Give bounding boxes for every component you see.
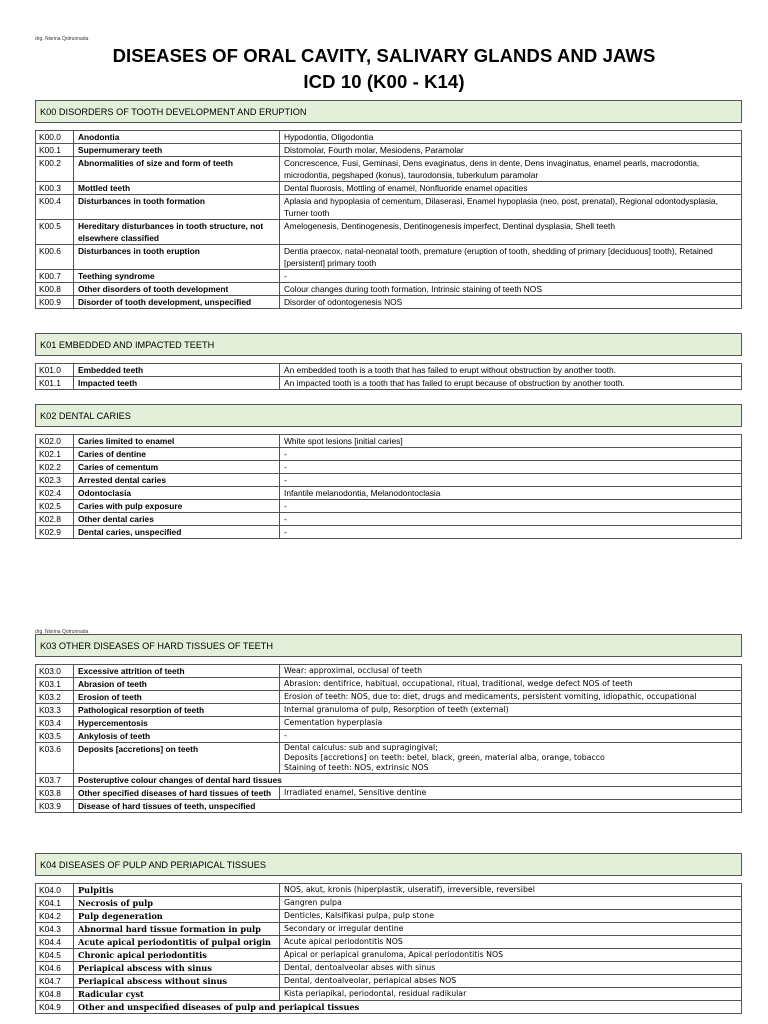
disease-description: Disorder of odontogenesis NOS	[280, 296, 742, 309]
icd-code: K03.1	[36, 678, 74, 691]
disease-name: Disorder of tooth development, unspecified	[74, 296, 280, 309]
disease-description: Hypodontia, Oligodontia	[280, 131, 742, 144]
disease-name: Supernumerary teeth	[74, 144, 280, 157]
disease-name: Arrested dental caries	[74, 474, 280, 487]
disease-description: Amelogenesis, Dentinogenesis, Dentinogenesis imperfect, Dentinal dysplasia, Shell teeth	[280, 220, 742, 245]
icd-code: K04.8	[36, 988, 74, 1001]
icd-code: K00.5	[36, 220, 74, 245]
table-row	[36, 461, 742, 474]
icd-code: K01.0	[36, 364, 74, 377]
disease-description: Dentia praecox, natal-neonatal tooth, premature (eruption of tooth, shedding of primary [deciduous] tooth), Retained [persistent] primary tooth	[280, 245, 742, 270]
disease-description: Aplasia and hypoplasia of cementum, Dilaserasi, Enamel hypoplasia (neo, post, prenatal), Regional odontodysplasia, Turner tooth	[280, 195, 742, 220]
disease-description: Denticles, Kalsifikasi pulpa, pulp stone	[280, 910, 742, 923]
icd-code: K00.7	[36, 270, 74, 283]
icd-code: K02.5	[36, 500, 74, 513]
table-row	[36, 435, 742, 448]
icd-code: K02.0	[36, 435, 74, 448]
disease-name: Abnormalities of size and form of teeth	[74, 157, 280, 182]
icd-code: K03.5	[36, 730, 74, 743]
disease-name: Chronic apical periodontitis	[74, 949, 280, 962]
disease-description: Concrescence, Fusi, Geminasi, Dens evaginatus, dens in dente, Dens invaginatus, enamel pearls, macrodontia, microdontia, pegshaped (konus), taurodonsia, tuberkulum paramolar	[280, 157, 742, 182]
disease-name: Periapical abscess without sinus	[74, 975, 280, 988]
disease-name: Other disorders of tooth development	[74, 283, 280, 296]
disease-description: Dental fluorosis, Mottling of enamel, Nonfluoride enamel opacities	[280, 182, 742, 195]
icd-code: K02.8	[36, 513, 74, 526]
icd-code: K03.9	[36, 800, 74, 813]
section-k04-table	[35, 853, 742, 1014]
section-header: K02 DENTAL CARIES	[36, 405, 742, 427]
author-note: drg. Nisrina Qotrunnada	[35, 36, 89, 42]
disease-name: Dental caries, unspecified	[74, 526, 280, 539]
table-row	[36, 144, 742, 157]
disease-description: NOS, akut, kronis (hiperplastik, ulseratif), irreversible, reversibel	[280, 884, 742, 897]
section-k01-table	[35, 333, 742, 390]
disease-description: Dental, dentoalveolar abses with sinus	[280, 962, 742, 975]
table-row	[36, 774, 742, 787]
disease-description: Erosion of teeth: NOS, due to: diet, drugs and medicaments, persistent vomiting, idiopathic, occupational	[280, 691, 742, 704]
disease-name: Posteruptive colour changes of dental hard tissues	[74, 774, 742, 787]
table-row	[36, 364, 742, 377]
disease-name: Abnormal hard tissue formation in pulp	[74, 923, 280, 936]
icd-code: K03.3	[36, 704, 74, 717]
section-k02-table	[35, 404, 742, 539]
disease-name: Mottled teeth	[74, 182, 280, 195]
disease-description: -	[280, 461, 742, 474]
disease-name: Radicular cyst	[74, 988, 280, 1001]
icd-code: K04.9	[36, 1001, 74, 1014]
disease-description: Dental, dentoalveolar, periapical abses NOS	[280, 975, 742, 988]
disease-name: Caries of cementum	[74, 461, 280, 474]
disease-name: Other and unspecified diseases of pulp and periapical tissues	[74, 1001, 742, 1014]
disease-name: Abrasion of teeth	[74, 678, 280, 691]
disease-description: Abrasion: dentifrice, habitual, occupational, ritual, traditional, wedge defect NOS of teeth	[280, 678, 742, 691]
disease-description: Kista periapikal, periodontal, residual radikular	[280, 988, 742, 1001]
table-row	[36, 195, 742, 220]
icd-code: K04.3	[36, 923, 74, 936]
disease-description: -	[280, 448, 742, 461]
table-row	[36, 910, 742, 923]
disease-description: An impacted tooth is a tooth that has failed to erupt because of obstruction by another tooth.	[280, 377, 742, 390]
icd-code: K02.9	[36, 526, 74, 539]
table-row	[36, 988, 742, 1001]
disease-name: Periapical abscess with sinus	[74, 962, 280, 975]
disease-description: Infantile melanodontia, Melanodontoclasia	[280, 487, 742, 500]
table-row	[36, 513, 742, 526]
icd-code: K00.9	[36, 296, 74, 309]
section-header: K01 EMBEDDED AND IMPACTED TEETH	[36, 334, 742, 356]
table-row	[36, 283, 742, 296]
table-row	[36, 157, 742, 182]
icd-code: K00.3	[36, 182, 74, 195]
table-row	[36, 526, 742, 539]
disease-description: An embedded tooth is a tooth that has failed to erupt without obstruction by another tooth.	[280, 364, 742, 377]
table-row	[36, 691, 742, 704]
icd-code: K04.1	[36, 897, 74, 910]
disease-name: Other specified diseases of hard tissues of teeth	[74, 787, 280, 800]
disease-name: Pathological resorption of teeth	[74, 704, 280, 717]
icd-code: K03.8	[36, 787, 74, 800]
icd-code: K02.1	[36, 448, 74, 461]
disease-description: Internal granuloma of pulp, Resorption of teeth (external)	[280, 704, 742, 717]
icd-code: K04.2	[36, 910, 74, 923]
table-row	[36, 897, 742, 910]
table-row	[36, 962, 742, 975]
icd-code: K01.1	[36, 377, 74, 390]
icd-code: K04.5	[36, 949, 74, 962]
table-row	[36, 923, 742, 936]
section-header: K00 DISORDERS OF TOOTH DEVELOPMENT AND ERUPTION	[36, 101, 742, 123]
table-row	[36, 665, 742, 678]
table-row	[36, 182, 742, 195]
disease-description: -	[280, 730, 742, 743]
disease-description: -	[280, 513, 742, 526]
icd-code: K02.3	[36, 474, 74, 487]
table-row	[36, 936, 742, 949]
icd-code: K04.4	[36, 936, 74, 949]
icd-code: K04.0	[36, 884, 74, 897]
icd-code: K02.2	[36, 461, 74, 474]
disease-name: Necrosis of pulp	[74, 897, 280, 910]
disease-description: Wear: approximal, occlusal of teeth	[280, 665, 742, 678]
table-row	[36, 220, 742, 245]
section-k00-table	[35, 100, 742, 309]
icd-code: K03.7	[36, 774, 74, 787]
disease-description: Secondary or irregular dentine	[280, 923, 742, 936]
table-row	[36, 717, 742, 730]
disease-name: Pulpitis	[74, 884, 280, 897]
table-row	[36, 743, 742, 774]
disease-name: Pulp degeneration	[74, 910, 280, 923]
disease-name: Disturbances in tooth eruption	[74, 245, 280, 270]
disease-name: Disturbances in tooth formation	[74, 195, 280, 220]
table-row	[36, 448, 742, 461]
disease-name: Caries with pulp exposure	[74, 500, 280, 513]
icd-code: K02.4	[36, 487, 74, 500]
disease-name: Embedded teeth	[74, 364, 280, 377]
icd-code: K04.6	[36, 962, 74, 975]
icd-code: K00.1	[36, 144, 74, 157]
section-header: K04 DISEASES OF PULP AND PERIAPICAL TISSUES	[36, 854, 742, 876]
table-row	[36, 800, 742, 813]
table-row	[36, 245, 742, 270]
table-row	[36, 296, 742, 309]
page-subtitle: ICD 10 (K00 - K14)	[303, 71, 465, 92]
table-row	[36, 1001, 742, 1014]
disease-description: -	[280, 270, 742, 283]
disease-name: Anodontia	[74, 131, 280, 144]
disease-name: Teething syndrome	[74, 270, 280, 283]
icd-code: K03.0	[36, 665, 74, 678]
icd-code: K03.2	[36, 691, 74, 704]
table-row	[36, 787, 742, 800]
disease-name: Hypercementosis	[74, 717, 280, 730]
table-row	[36, 884, 742, 897]
disease-description: Irradiated enamel, Sensitive dentine	[280, 787, 742, 800]
icd-code: K04.7	[36, 975, 74, 988]
section-header: K03 OTHER DISEASES OF HARD TISSUES OF TEETH	[36, 635, 742, 657]
disease-name: Impacted teeth	[74, 377, 280, 390]
table-row	[36, 270, 742, 283]
table-row	[36, 474, 742, 487]
disease-name: Disease of hard tissues of teeth, unspecified	[74, 800, 742, 813]
disease-name: Caries limited to enamel	[74, 435, 280, 448]
disease-description: -	[280, 526, 742, 539]
disease-description: -	[280, 474, 742, 487]
disease-name: Acute apical periodontitis of pulpal origin	[74, 936, 280, 949]
icd-code: K00.6	[36, 245, 74, 270]
disease-name: Ankylosis of teeth	[74, 730, 280, 743]
disease-name: Hereditary disturbances in tooth structure, not elsewhere classified	[74, 220, 280, 245]
disease-name: Deposits [accretions] on teeth	[74, 743, 280, 774]
table-row	[36, 949, 742, 962]
icd-code: K00.2	[36, 157, 74, 182]
disease-name: Caries of dentine	[74, 448, 280, 461]
table-row	[36, 377, 742, 390]
disease-description: Colour changes during tooth formation, Intrinsic staining of teeth NOS	[280, 283, 742, 296]
disease-description: Gangren pulpa	[280, 897, 742, 910]
icd-code: K00.4	[36, 195, 74, 220]
disease-description: White spot lesions [initial caries]	[280, 435, 742, 448]
icd-code: K03.4	[36, 717, 74, 730]
disease-description: Dental calculus: sub and supragingival; Deposits [accretions] on teeth: betel, black, green, material alba, orange, tobacco Staining of teeth: NOS, extrinsic NOS	[280, 743, 742, 774]
table-row	[36, 500, 742, 513]
table-row	[36, 678, 742, 691]
section-k03-table	[35, 634, 742, 813]
disease-description: Cementation hyperplasia	[280, 717, 742, 730]
icd-code: K03.6	[36, 743, 74, 774]
disease-name: Odontoclasia	[74, 487, 280, 500]
table-row	[36, 730, 742, 743]
icd-code: K00.0	[36, 131, 74, 144]
disease-description: -	[280, 500, 742, 513]
disease-description: Acute apical periodontitis NOS	[280, 936, 742, 949]
disease-name: Other dental caries	[74, 513, 280, 526]
table-row	[36, 975, 742, 988]
disease-name: Excessive attrition of teeth	[74, 665, 280, 678]
icd-code: K00.8	[36, 283, 74, 296]
author-note-page2: drg. Nisrina Qotrunnada	[35, 629, 89, 635]
table-row	[36, 487, 742, 500]
table-row	[36, 704, 742, 717]
disease-name: Erosion of teeth	[74, 691, 280, 704]
table-row	[36, 131, 742, 144]
disease-description: Apical or periapical granuloma, Apical periodontitis NOS	[280, 949, 742, 962]
page-title: DISEASES OF ORAL CAVITY, SALIVARY GLANDS AND JAWS	[112, 45, 656, 66]
disease-description: Distomolar, Fourth molar, Mesiodens, Paramolar	[280, 144, 742, 157]
